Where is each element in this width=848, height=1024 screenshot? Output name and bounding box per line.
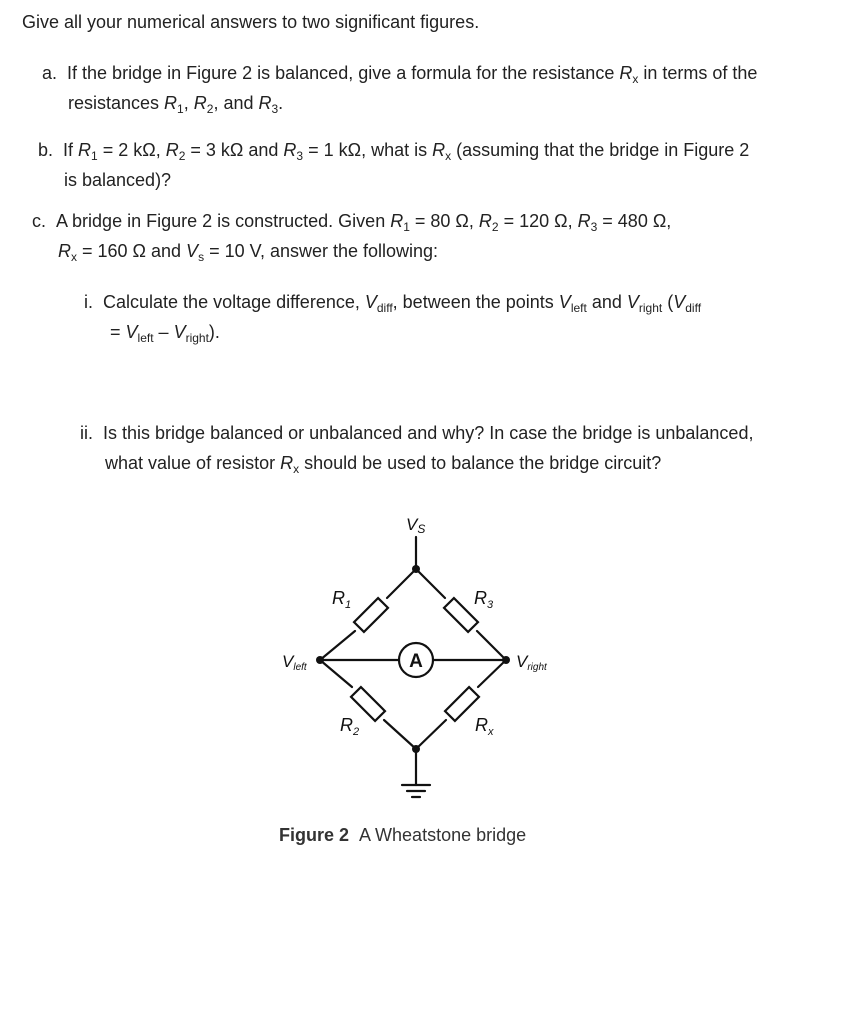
subscript: s (198, 250, 205, 264)
symbol-r: R (164, 93, 178, 113)
question-c-r2: = 120 Ω, (498, 211, 578, 231)
subscript: 2 (206, 102, 214, 116)
node-dot (412, 745, 420, 753)
question-c-line1 (32, 210, 671, 232)
question-c-ii-line2 (105, 452, 661, 474)
label-vleft: Vleft (282, 652, 307, 673)
subscript: 1 (91, 149, 98, 163)
question-c-i-text-5: = (110, 322, 126, 342)
wire (416, 720, 446, 749)
resistor-r1 (354, 598, 388, 632)
label-rx: $R_x$ (475, 715, 494, 738)
subscript: x (445, 149, 452, 163)
resistor-r3 (444, 598, 478, 632)
subscript: 3 (296, 149, 304, 163)
symbol-r: R (283, 140, 297, 160)
question-c-ii-text-3: should be used to balance the bridge circuit? (299, 453, 662, 473)
question-c-i-text-2: , between the points (392, 292, 559, 312)
question-a-text-3: resistances (68, 93, 165, 113)
question-c-ii-line1 (80, 422, 753, 444)
subscript: diff (685, 301, 702, 315)
question-c-i-text-4: ( (662, 292, 674, 312)
node-dot (502, 656, 510, 664)
wire (478, 660, 506, 687)
label-vs: VS (406, 515, 426, 536)
resistor-rx (445, 687, 479, 721)
subscript: diff (376, 301, 393, 315)
subscript: x (293, 462, 300, 476)
question-c-r1: = 80 Ω, (409, 211, 479, 231)
wire (387, 569, 416, 598)
symbol-r: R (280, 453, 294, 473)
symbol-v: V (673, 292, 686, 312)
subscript: right (638, 301, 663, 315)
symbol-v: V (173, 322, 186, 342)
subscript: left (570, 301, 587, 315)
figure-caption (279, 824, 526, 846)
subscript: left (137, 331, 154, 345)
label-r3: $R_3$ (474, 588, 494, 611)
wire (416, 569, 445, 598)
symbol-r: R (258, 93, 272, 113)
question-c-i-text-6: – (153, 322, 174, 342)
question-b-text-2: (assuming that the bridge in Figure 2 (451, 140, 750, 160)
subscript: right (185, 331, 209, 345)
symbol-r: R (165, 140, 179, 160)
question-a-line2: resistances $R_1$, $R_2$, and $R_3$. (68, 93, 284, 116)
question-c-ii-marker: ii. (80, 423, 93, 443)
question-b-line1 (38, 139, 749, 161)
resistor-r2 (351, 687, 385, 721)
symbol-v: V (186, 241, 199, 261)
question-c-i-text: Calculate the voltage difference, (103, 292, 365, 312)
symbol-r: R (390, 211, 404, 231)
question-a-text-2: in terms of the (638, 63, 758, 83)
label-r2: $R_2$ (340, 715, 360, 738)
symbol-r: R (577, 211, 591, 231)
symbol-r: R (432, 140, 446, 160)
subscript: 2 (178, 149, 186, 163)
subscript: 1 (177, 102, 184, 116)
question-b-line2: is balanced)? (64, 170, 172, 190)
figure-caption-number: Figure 2 (279, 825, 350, 845)
wheatstone-bridge-diagram (270, 505, 570, 805)
instructions: Give all your numerical answers to two significant figures. (22, 12, 480, 32)
question-b-text: If (63, 140, 79, 160)
node-dot (316, 656, 324, 664)
symbol-v: V (125, 322, 138, 342)
ammeter-label: A (409, 651, 423, 672)
question-c-i-text-7: ). (208, 322, 220, 342)
question-c-marker: c. (32, 211, 47, 231)
subscript: x (632, 72, 639, 86)
question-c-r3: = 480 Ω, (597, 211, 672, 231)
wire (320, 631, 355, 660)
subscript: 2 (491, 220, 499, 234)
symbol-r: R (619, 63, 633, 83)
label-vright: Vright (516, 652, 547, 673)
question-c-ii-text: Is this bridge balanced or unbalanced and why? In case the bridge is unbalanced, (103, 423, 754, 443)
question-c-i-line1 (84, 291, 701, 313)
question-a-text-4: , and (213, 93, 259, 113)
subscript: 1 (403, 220, 410, 234)
question-b-r3: = 1 kΩ, what is (303, 140, 433, 160)
wire (320, 660, 352, 687)
question-c-rx: = 160 Ω and (77, 241, 187, 261)
symbol-r: R (58, 241, 71, 261)
question-a-line1 (42, 62, 757, 84)
symbol-v: V (626, 292, 639, 312)
symbol-r: R (78, 140, 92, 160)
symbol-r: R (478, 211, 492, 231)
question-c-ii-text-2: what value of resistor (105, 453, 281, 473)
subscript: 3 (271, 102, 279, 116)
label-r1: $R_1$ (332, 588, 352, 611)
question-c-line2 (58, 240, 438, 262)
question-b-marker: b. (38, 140, 54, 160)
subscript: 3 (590, 220, 598, 234)
question-b-r2: = 3 kΩ and (185, 140, 284, 160)
question-c-i-marker: i. (84, 292, 93, 312)
symbol-v: V (558, 292, 571, 312)
question-b-r1: = 2 kΩ, (97, 140, 166, 160)
node-dot (412, 565, 420, 573)
wire (384, 720, 416, 749)
question-c-i-line2 (110, 321, 220, 343)
question-a-text-1: If the bridge in Figure 2 is balanced, give a formula for the resistance (67, 63, 620, 83)
subscript: x (71, 250, 77, 264)
question-c-text: A bridge in Figure 2 is constructed. Given (56, 211, 391, 231)
symbol-v: V (364, 292, 377, 312)
question-c-vs: = 10 V, answer the following: (204, 241, 439, 261)
wire (477, 631, 506, 660)
question-c-i-text-3: and (586, 292, 627, 312)
symbol-r: R (193, 93, 207, 113)
question-a-marker: a. (42, 63, 58, 83)
figure-caption-text: A Wheatstone bridge (359, 825, 527, 845)
